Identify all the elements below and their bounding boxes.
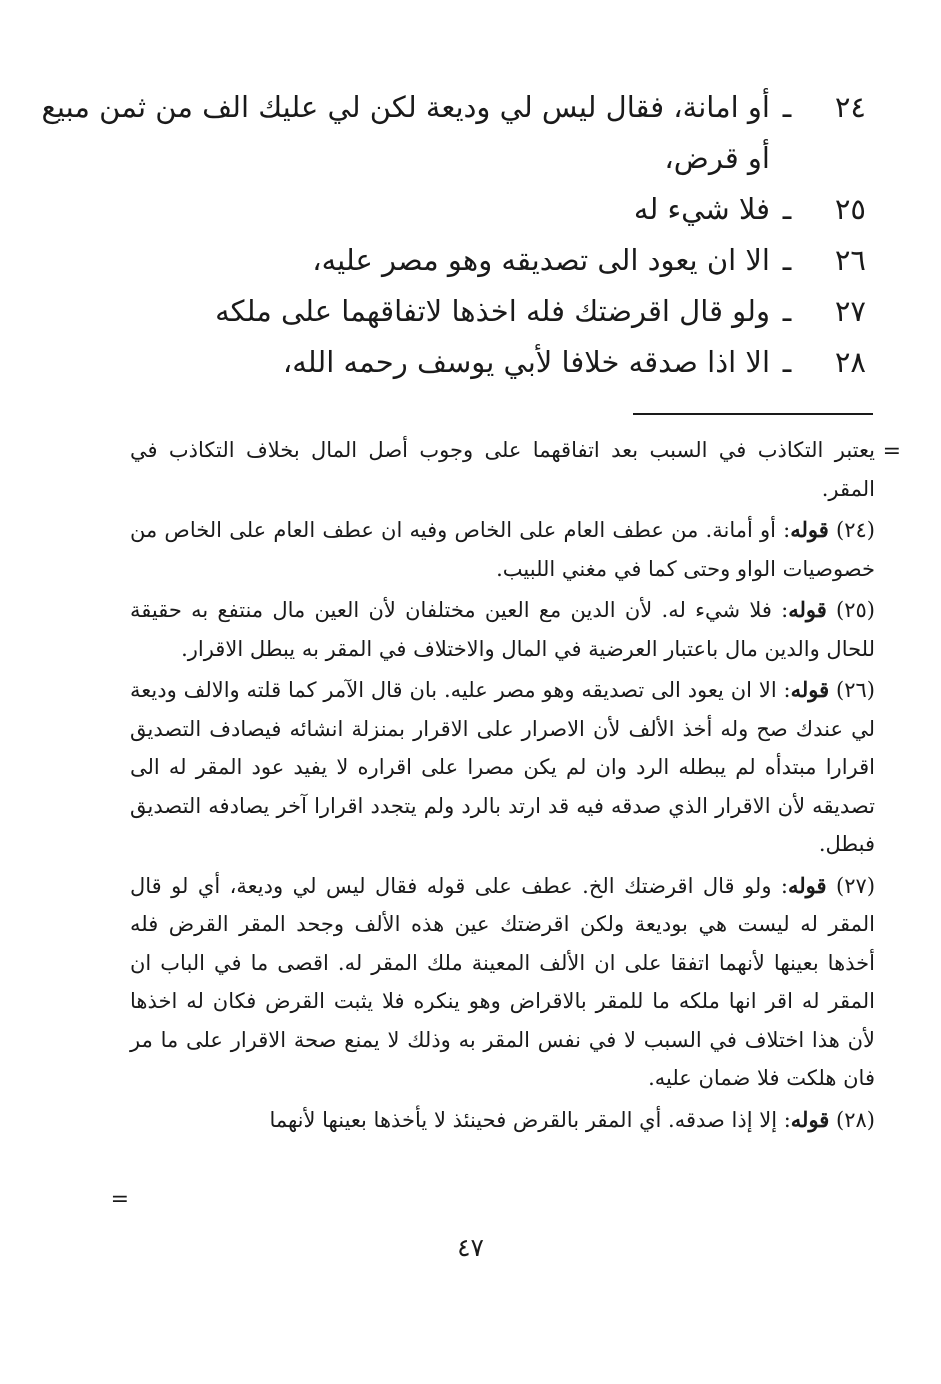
footnote-number: (٢٨): [836, 1107, 875, 1132]
main-line-24-continuation: أو قرض،: [664, 141, 770, 175]
line-number: ٢٥: [834, 192, 866, 226]
footnote-text: : ولو قال اقرضتك الخ. عطف على قوله فقال ليس لي وديعة، أي لو قال المقر له ليست هي بوديعة ولكن اقرضتك عين هذه الألف وجحد المقر القرض فله أخذها بعينها لأنهما اتفقا على ان الألف المعينة ملك المقر له. اقصى ما في الباب ان المقر له اقر انها ملكه ما للمقر بالاقراض وهو ينكره فلا يثبت القرض فكان له اخذها لأن هذا اختلاف في السبب لا في نفس المقر به وذلك لا يمنع صحة الاقرار على ما مر فان هلكت فلا ضمان عليه.: [130, 873, 875, 1090]
continued-from-mark: =: [882, 439, 901, 464]
page-number: ٤٧: [457, 1233, 484, 1262]
line-dash: ـ: [782, 294, 792, 328]
line-dash: ـ: [782, 192, 792, 226]
footnote-number: (٢٧): [836, 873, 876, 898]
line-dash: ـ: [782, 243, 792, 277]
footnote-text: : الا ان يعود الى تصديقه وهو مصر عليه. بان قال الآمر كما قلته والالف وديعة لي عندك صح وله أخذ الألف لأن الاصرار على الاقرار بمنزلة انشائه فيصادف التصديق اقرارا مبتدأه لم يبطله الرد وان لم يكن مصرا على اقراره لا يفيد عود المقر له الى تصديقه لأن الاقرار الذي صدقه فيه قد ارتد بالرد ولم يتجدد اقرارا آخر يصادفه التصديق فبطل.: [130, 678, 875, 856]
main-text: [41, 82, 866, 388]
footnote-text: : إلا إذا صدقه. أي المقر بالقرض فحينئذ لا يأخذها بعينها لأنهما: [269, 1107, 791, 1132]
line-dash: ـ: [782, 345, 792, 379]
footnote-number: (٢٥): [836, 598, 875, 622]
main-line-26: [126, 235, 866, 286]
main-line-27: [126, 286, 866, 337]
footnote-keyword: قوله: [788, 872, 827, 898]
line-text: ولو قال اقرضتك فله اخذها لاتفاقهما على ملكه: [215, 294, 770, 328]
line-dash: ـ: [782, 90, 792, 124]
footnote-26: [130, 671, 875, 864]
main-line-28: [126, 337, 866, 388]
footnote-number: (٢٤): [836, 518, 875, 542]
line-number: ٢٤: [834, 90, 866, 124]
footnote-separator: [633, 413, 873, 415]
footnote-27: [130, 867, 875, 1098]
footnote-keyword: قوله: [790, 517, 829, 542]
footnote-keyword: قوله: [790, 1106, 830, 1132]
footnotes: [130, 431, 875, 1142]
line-number: ٢٨: [834, 345, 866, 379]
footnote-number: (٢٦): [836, 678, 875, 702]
continued-to-mark: =: [110, 1187, 129, 1212]
line-text: الا اذا صدقه خلافا لأبي يوسف رحمه الله،: [282, 345, 770, 379]
line-text: الا ان يعود الى تصديقه وهو مصر عليه،: [312, 243, 770, 277]
footnote-text: : فلا شيء له. لأن الدين مع العين مختلفان لأن العين مال منتفع به حقيقة للحال والدين مال باعتبار العرضية في المال والاختلاف في المقر به يبطل الاقرار.: [130, 598, 875, 661]
line-number: ٢٦: [834, 243, 866, 277]
footnote-keyword: قوله: [790, 677, 830, 702]
line-text: أو امانة، فقال ليس لي وديعة لكن لي عليك الف من ثمن مبيع: [41, 90, 770, 124]
footnote-24: [130, 511, 875, 588]
line-text: فلا شيء له: [633, 192, 770, 226]
footnote-keyword: قوله: [788, 597, 827, 622]
main-line-24: [41, 82, 866, 133]
line-number: ٢٧: [834, 294, 866, 328]
footnote-28: [130, 1101, 875, 1140]
main-line-25: [126, 184, 866, 235]
footnote-continued: يعتبر التكاذب في السبب بعد اتفاقهما على وجوب أصل المال بخلاف التكاذب في المقر.: [130, 438, 875, 501]
footnote-25: [130, 591, 875, 668]
footnote-text: : أو أمانة. من عطف العام على الخاص وفيه ان عطف العام على الخاص من خصوصيات الواو وحتى كما في مغني اللبيب.: [130, 518, 875, 581]
